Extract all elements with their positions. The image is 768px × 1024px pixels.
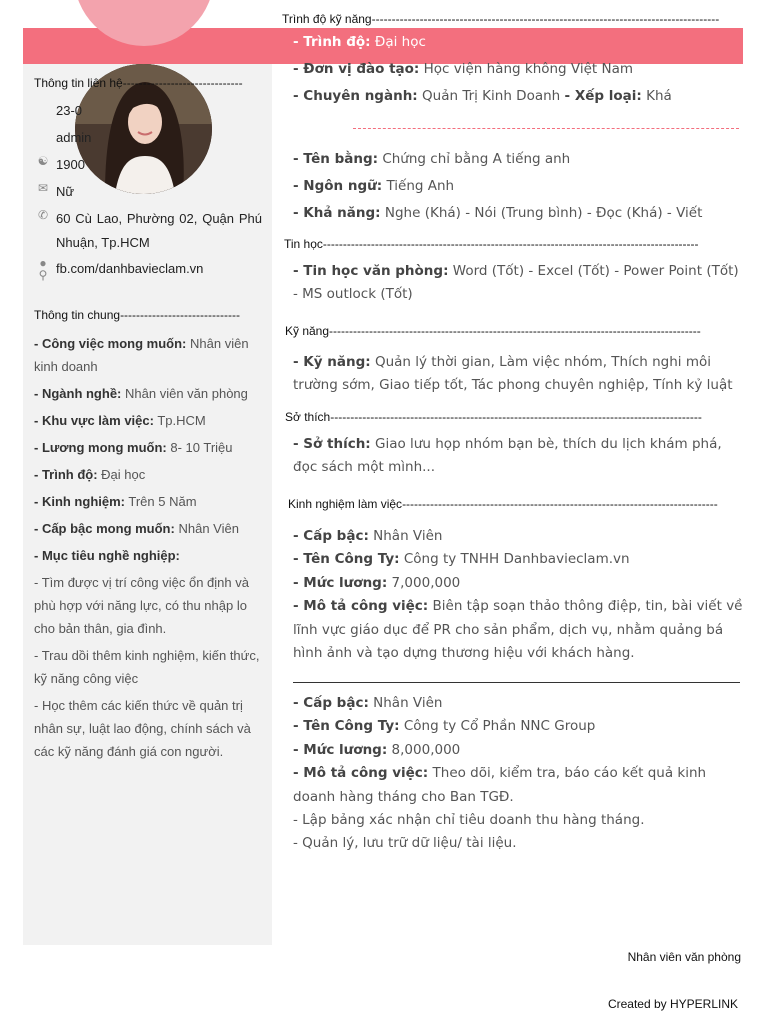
skills-heading-text: Kỹ năng xyxy=(285,324,330,338)
value: Chứng chỉ bằng A tiếng anh xyxy=(382,151,571,167)
value: Nhân Viên xyxy=(178,521,239,536)
it-heading-text: Tin học xyxy=(284,237,323,251)
job-level xyxy=(293,525,745,548)
experience-heading: Kinh nghiệm làm việc------------------------------------------------------------------------------- xyxy=(288,497,718,511)
person-icon xyxy=(34,126,52,142)
general-heading: Thông tin chung------------------------------ xyxy=(34,308,240,322)
contact-item-gender xyxy=(34,180,74,204)
label: - Cấp bậc: xyxy=(293,695,369,711)
it-heading: Tin học---------------------------------------------------------------------------------------------- xyxy=(284,237,699,251)
education-section xyxy=(293,31,745,108)
certificate-language xyxy=(293,175,745,198)
label: - Kinh nghiệm: xyxy=(34,494,125,509)
contact-item-phone xyxy=(34,153,85,177)
general-item-desired-job xyxy=(34,332,262,378)
education-major xyxy=(293,85,745,108)
job-extra: - Quản lý, lưu trữ dữ liệu/ tài liệu. xyxy=(293,835,517,852)
it-section xyxy=(293,260,745,306)
contact-text: 1900 xyxy=(56,157,85,172)
value: 8,000,000 xyxy=(391,741,461,758)
map-pin-icon: ● ⚲ xyxy=(38,256,48,282)
label: - Trình độ: xyxy=(34,467,98,482)
label: - Khu vực làm việc: xyxy=(34,413,154,428)
value: Công ty TNHH Danhbavieclam.vn xyxy=(403,551,630,568)
label: - Tin học văn phòng: xyxy=(293,263,449,279)
general-item-education xyxy=(34,463,262,486)
label: - Sở thích: xyxy=(293,436,371,452)
job-description xyxy=(293,762,745,809)
label: - Kỹ năng: xyxy=(293,354,371,370)
certificate-name xyxy=(293,148,745,171)
label: - Mô tả công việc: xyxy=(293,598,429,615)
label: - Mô tả công việc: xyxy=(293,765,429,782)
label: - Ngành nghề: xyxy=(34,386,122,401)
label: - Công việc mong muốn: xyxy=(34,336,187,351)
job-salary xyxy=(293,572,745,595)
label: - Mục tiêu nghề nghiệp: xyxy=(34,548,180,563)
general-item-industry xyxy=(34,382,262,405)
value: Học viện hàng không Việt Nam xyxy=(423,61,634,77)
label: - Tên Công Ty: xyxy=(293,551,400,568)
phone-icon: ✆ xyxy=(37,208,49,222)
value: Đại học xyxy=(374,34,426,50)
job-1 xyxy=(293,525,745,665)
value: Khá xyxy=(646,88,672,104)
contact-heading: Thông tin liên hệ------------------------------ xyxy=(34,76,243,90)
value: Nghe (Khá) - Nói (Trung bình) - Đọc (Khá) - Viết xyxy=(384,205,703,221)
job-2 xyxy=(293,692,745,856)
value: Theo dõi, kiểm tra, báo cáo kết quả kinh doanh hàng tháng cho Ban TGĐ. xyxy=(293,765,707,805)
label: - Ngôn ngữ: xyxy=(293,178,383,194)
general-item-location xyxy=(34,409,262,432)
value: Công ty Cổ Phần NNC Group xyxy=(403,718,596,735)
hobbies-heading-text: Sở thích xyxy=(285,410,331,424)
goal-item: - Trau dồi thêm kinh nghiệm, kiến thức, kỹ năng công việc xyxy=(34,648,260,686)
label: - Cấp bậc: xyxy=(293,528,369,544)
label: - Tên bằng: xyxy=(293,151,379,167)
job-salary xyxy=(293,739,745,762)
skills-section xyxy=(293,351,745,397)
value: 7,000,000 xyxy=(391,574,461,591)
value: Tp.HCM xyxy=(157,413,206,428)
value: Quản lý thời gian, Làm việc nhóm, Thích nghi môi trường sớm, Giao tiếp tốt, Tác phong chuyên nghiệp, Tính kỷ luật xyxy=(293,354,733,393)
value: Quản Trị Kinh Doanh xyxy=(422,88,561,104)
certificate-section xyxy=(293,148,745,225)
contact-text: Nữ xyxy=(56,184,75,199)
value: Nhân Viên xyxy=(373,528,443,544)
contact-text: 23-0 xyxy=(56,103,83,118)
job-level xyxy=(293,692,745,715)
education-heading-text: Trình độ kỹ năng xyxy=(282,12,372,26)
hobbies-section xyxy=(293,433,745,479)
label: - Mức lương: xyxy=(293,741,388,758)
section-divider xyxy=(353,128,739,129)
label: - Trình độ: xyxy=(293,34,371,50)
value: Nhân viên văn phòng xyxy=(125,386,248,401)
contact-heading-text: Thông tin liên hệ xyxy=(34,76,123,90)
education-institution xyxy=(293,58,745,81)
job-company xyxy=(293,715,745,738)
label: - Lương mong muốn: xyxy=(34,440,167,455)
education-heading: Trình độ kỹ năng--------------------------------------------------------------------------------------- xyxy=(282,12,720,26)
general-item-level xyxy=(34,517,262,540)
contact-text: 60 Cù Lao, Phường 02, Quận Phú Nhuận, Tp.HCM xyxy=(56,211,262,250)
contact-text: admin xyxy=(56,130,92,145)
facebook-link[interactable]: fb.com/danhbavieclam.vn xyxy=(56,261,204,276)
label: - Khả năng: xyxy=(293,205,381,221)
label: - Cấp bậc mong muốn: xyxy=(34,521,175,536)
value: Tiếng Anh xyxy=(386,178,455,194)
job-company xyxy=(293,548,745,571)
general-info xyxy=(34,332,262,767)
contact-item-address xyxy=(34,207,262,255)
gender-icon: ✉ xyxy=(37,181,49,195)
general-item-experience xyxy=(34,490,262,513)
general-item-goal xyxy=(34,544,262,567)
hobbies-list xyxy=(293,433,745,479)
label: - Đơn vị đào tạo: xyxy=(293,61,420,77)
general-heading-text: Thông tin chung xyxy=(34,308,121,322)
value: Trên 5 Năm xyxy=(128,494,197,509)
value: Đại học xyxy=(101,467,146,482)
goal-item: - Tìm được vị trí công việc ổn định và phù hợp với năng lực, có thu nhập lo cho bản thân, gia đình. xyxy=(34,575,249,636)
job-extra: - Lập bảng xác nhận chỉ tiêu doanh thu hàng tháng. xyxy=(293,812,645,829)
contact-item-facebook[interactable] xyxy=(34,257,203,281)
it-skills xyxy=(293,260,745,306)
skills-list xyxy=(293,351,745,397)
skills-heading: Kỹ năng--------------------------------------------------------------------------------------------- xyxy=(285,324,701,338)
calendar-icon xyxy=(34,99,52,115)
contact-item-birthday xyxy=(34,99,82,123)
value: 8- 10 Triệu xyxy=(170,440,233,455)
job-description xyxy=(293,595,745,665)
value: Nhân Viên xyxy=(373,695,443,711)
general-item-salary xyxy=(34,436,262,459)
footer-credit[interactable]: Created by HYPERLINK xyxy=(607,997,738,1011)
label: - Chuyên ngành: xyxy=(293,88,418,104)
job-separator xyxy=(293,682,740,683)
education-level xyxy=(293,31,745,54)
cake-icon: ☯ xyxy=(37,154,49,168)
label: - Tên Công Ty: xyxy=(293,718,400,735)
value: Word (Tốt) - Excel (Tốt) - Power Point (Tốt) - MS outlock (Tốt) xyxy=(293,263,739,302)
goal-item: - Học thêm các kiến thức về quản trị nhân sự, luật lao động, chính sách và các kỹ năng đánh giá con người. xyxy=(34,698,251,759)
experience-heading-text: Kinh nghiệm làm việc xyxy=(288,497,403,511)
value: Nhân viên kinh doanh xyxy=(34,336,249,374)
value: Biên tập soạn thảo thông điệp, tin, bài viết về lĩnh vực giáo dục để PR cho sản phẩm, dịch vụ, nhằm quảng bá hình ảnh và tạo dựng thương hiệu với khách hàng. xyxy=(293,598,743,662)
footer-position: Nhân viên văn phòng xyxy=(627,950,741,964)
certificate-ability xyxy=(293,202,745,225)
hobbies-heading: Sở thích--------------------------------------------------------------------------------------------- xyxy=(285,410,743,424)
label: - Xếp loại: xyxy=(564,88,642,104)
label: - Mức lương: xyxy=(293,574,388,591)
contact-item-user xyxy=(34,126,91,150)
value: Giao lưu họp nhóm bạn bè, thích du lịch khám phá, đọc sách một mình... xyxy=(293,436,722,475)
